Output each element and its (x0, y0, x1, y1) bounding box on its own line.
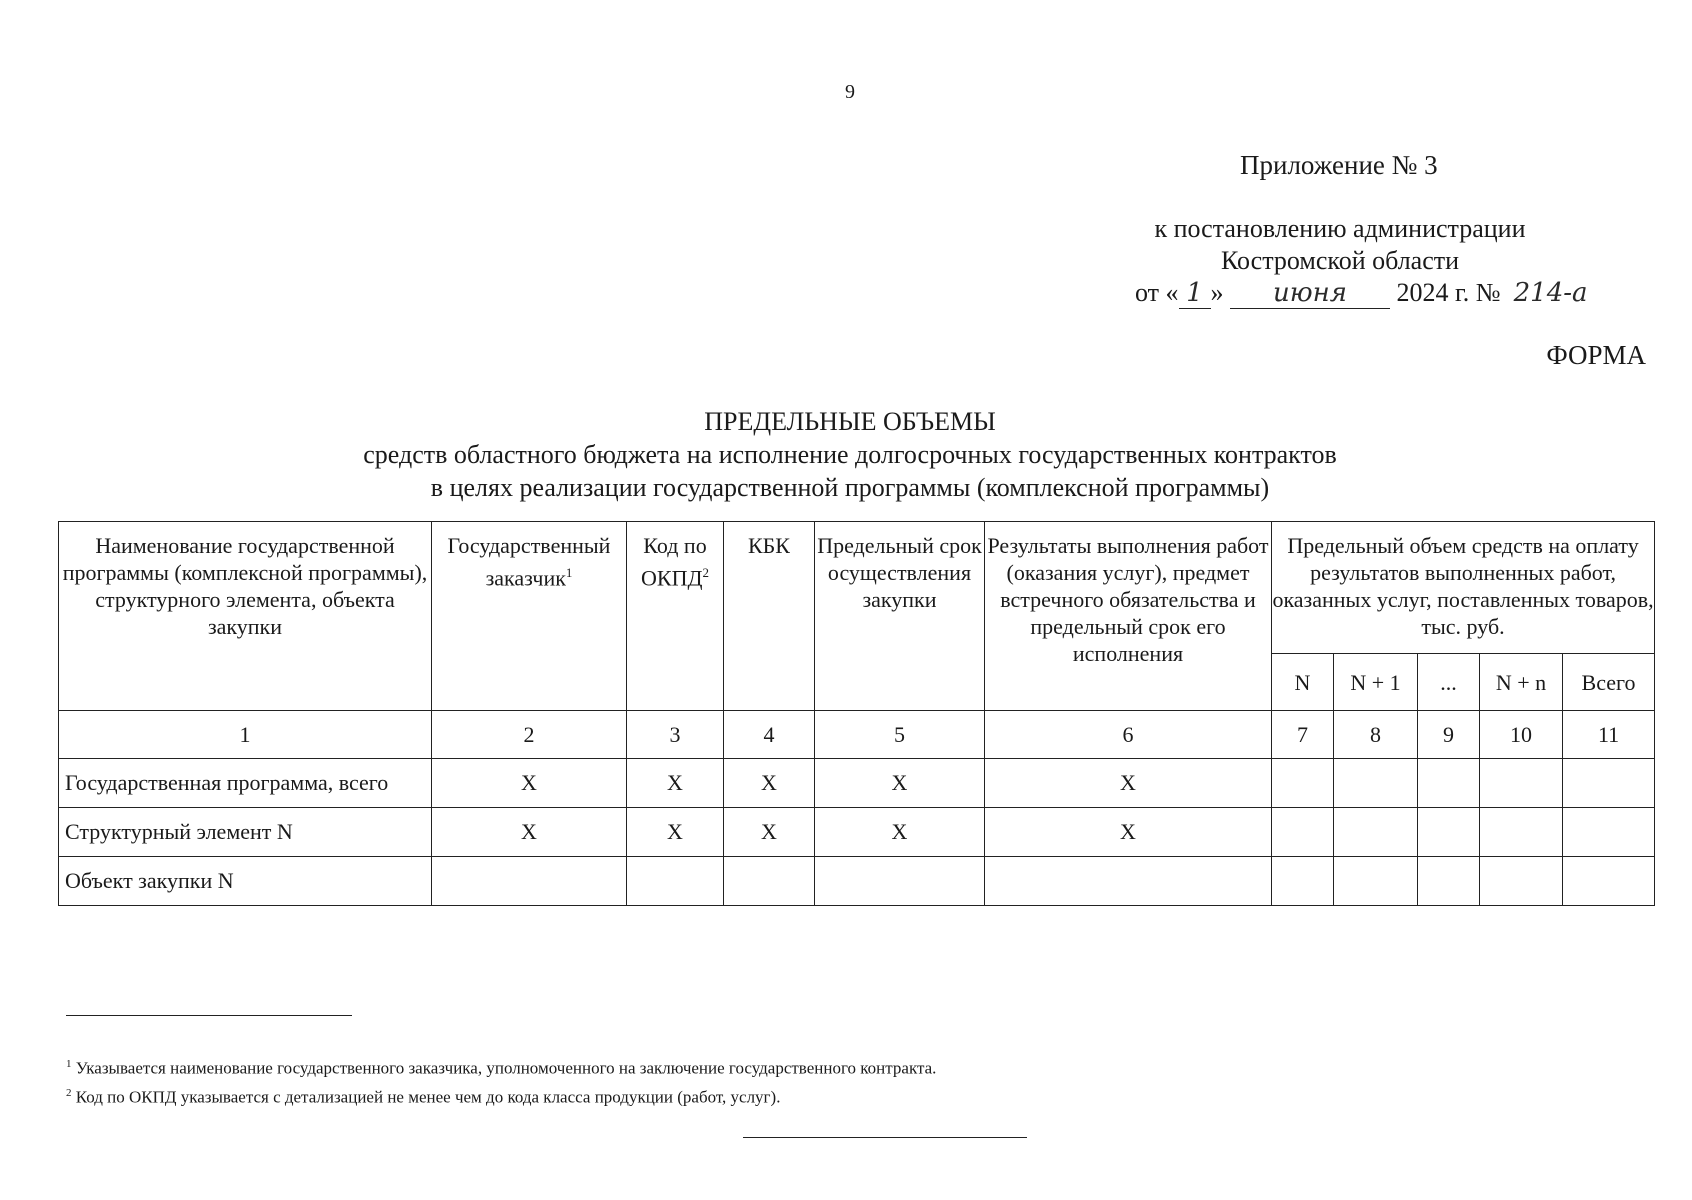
page-number: 9 (845, 81, 855, 103)
table-cell (1563, 808, 1655, 857)
footnote-ref-1: 1 (565, 565, 573, 580)
date-year: 2024 г. № (1396, 278, 1501, 307)
table-cell (1480, 759, 1563, 808)
column-number: 7 (1272, 711, 1334, 759)
table-cell (1480, 808, 1563, 857)
decree-date (1135, 278, 1601, 309)
footnote-mark: 1 (66, 1058, 72, 1070)
table-cell: X (724, 808, 815, 857)
footnote-mark: 2 (66, 1086, 72, 1099)
footnote-ref-2: 2 (702, 565, 709, 580)
column-number: 6 (985, 711, 1272, 759)
table-cell (1418, 857, 1480, 906)
table-cell (1272, 857, 1334, 906)
date-prefix: от « (1135, 278, 1179, 307)
header-year-ellipsis: ... (1418, 654, 1480, 711)
appendix-title: Приложение № 3 (1240, 150, 1438, 180)
column-number: 9 (1418, 711, 1480, 759)
footnote-text: Код по ОКПД указывается с детализацией не менее чем до кода класса продукции (работ, услуг). (75, 1087, 781, 1107)
footnotes (66, 1052, 936, 1109)
column-number: 2 (432, 711, 627, 759)
table-cell (1480, 857, 1563, 906)
table-cell: X (627, 759, 724, 808)
column-number: 10 (1480, 711, 1563, 759)
column-number: 5 (815, 711, 985, 759)
bottom-divider (743, 1137, 1027, 1138)
column-number: 4 (724, 711, 815, 759)
title-line-3: в целях реализации государственной программы (комплексной программы) (430, 473, 1270, 502)
table-cell: X (724, 759, 815, 808)
title-line-2: средств областного бюджета на исполнение долгосрочных государственных контрактов (363, 440, 1337, 469)
table-cell (1563, 857, 1655, 906)
decree-line-1: к постановлению администрации (1154, 214, 1526, 243)
table-cell (1272, 808, 1334, 857)
document-title (0, 405, 1692, 504)
header-funding-group: Предельный объем средств на оплату результатов выполненных работ, оказанных услуг, поставленных товаров, тыс. руб. (1272, 522, 1655, 654)
header-year-n-plus-1: N + 1 (1334, 654, 1418, 711)
footnote-1 (66, 1052, 936, 1081)
decree-reference (1110, 213, 1570, 277)
table-cell (1563, 759, 1655, 808)
column-number: 8 (1334, 711, 1418, 759)
row-name: Государственная программа, всего (59, 759, 432, 808)
row-name: Объект закупки N (59, 857, 432, 906)
table-cell: X (627, 808, 724, 857)
table-cell (1418, 808, 1480, 857)
table-cell (1334, 857, 1418, 906)
header-total: Всего (1563, 654, 1655, 711)
column-number: 1 (59, 711, 432, 759)
table-cell (627, 857, 724, 906)
footnote-divider (66, 1015, 352, 1016)
table-cell (1418, 759, 1480, 808)
title-line-1: ПРЕДЕЛЬНЫЕ ОБЪЕМЫ (704, 407, 996, 436)
column-number: 3 (627, 711, 724, 759)
table-cell (985, 857, 1272, 906)
form-label: ФОРМА (1546, 340, 1646, 370)
header-program-name: Наименование государственной программы (комплексной программы), структурного элемента, объекта закупки (59, 522, 432, 711)
column-number: 11 (1563, 711, 1655, 759)
header-okpd-code: Код по ОКПД$^2$ (627, 522, 724, 711)
table-cell: X (985, 808, 1272, 857)
table-cell: X (432, 759, 627, 808)
limits-table (58, 521, 1655, 906)
decree-line-2: Костромской области (1220, 246, 1460, 275)
row-name: Структурный элемент N (59, 808, 432, 857)
header-year-n-plus-n: N + n (1480, 654, 1563, 711)
table-cell (815, 857, 985, 906)
table-cell (1334, 759, 1418, 808)
table-cell: X (985, 759, 1272, 808)
column-numbers-row (59, 711, 1655, 759)
table-cell (432, 857, 627, 906)
header-purchase-deadline: Предельный срок осуществления закупки (815, 522, 985, 711)
table-cell: X (815, 759, 985, 808)
table-cell (1272, 759, 1334, 808)
header-year-n: N (1272, 654, 1334, 711)
date-mid: » (1210, 278, 1224, 307)
table-cell (724, 857, 815, 906)
date-month-handwritten: июня (1230, 278, 1390, 309)
decree-number-handwritten: 214-а (1513, 278, 1588, 308)
table-cell (1334, 808, 1418, 857)
table-row (59, 808, 1655, 857)
table-row (59, 759, 1655, 808)
header-results: Результаты выполнения работ (оказания услуг), предмет встречного обязательства и предельный срок его исполнения (985, 522, 1272, 711)
table-cell: X (432, 808, 627, 857)
date-day-handwritten: 1 (1179, 278, 1211, 309)
header-customer: Государственный заказчик$^1$ (432, 522, 627, 711)
table-row (59, 857, 1655, 906)
header-kbk: КБК (724, 522, 815, 711)
table-cell: X (815, 808, 985, 857)
footnote-2 (66, 1081, 936, 1110)
footnote-text: Указывается наименование государственного заказчика, уполномоченного на заключение государственного контракта. (75, 1058, 937, 1078)
